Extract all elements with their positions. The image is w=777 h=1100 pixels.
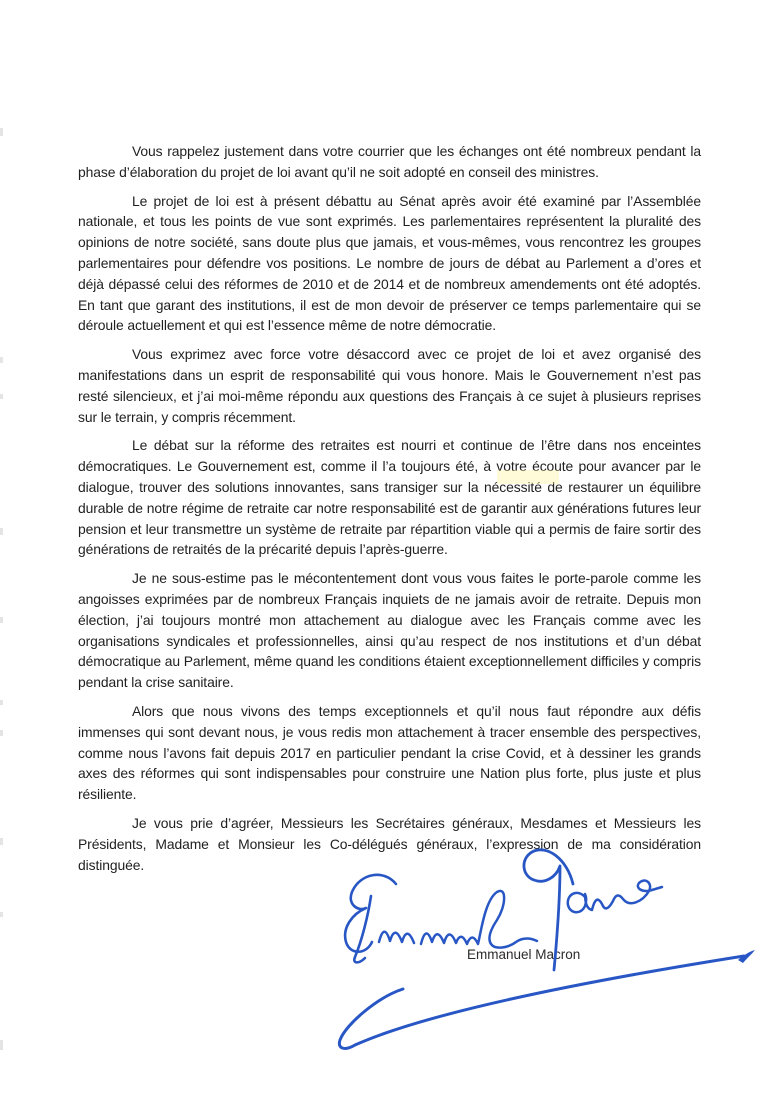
letter-paragraph: Je ne sous-estime pas le mécontentement dont vous vous faites le porte-parole comme les angoisses exprimées par de nombreux Français inquiets de ne jamais avoir de retraite. Depuis mon élection, j’ai toujours montré mon attachement au dialogue avec les Français comme avec les organisations syndicales et professionnelles, ainsi qu’au respect de nos institutions et d’un débat démocratique au Parlement, même quand les conditions étaient exceptionnellement difficiles y compris pendant la crise sanitaire. [78, 570, 701, 691]
signature-stroke-acron [568, 881, 662, 913]
letter-paragraph: Vous rappelez justement dans votre courrier que les échanges ont été nombreux pendant la phase d’élaboration du projet de loi avant qu’il ne soit adopté en conseil des ministres. [78, 143, 701, 180]
scan-artifact [0, 700, 3, 705]
scan-artifact [0, 394, 3, 399]
scan-artifact [0, 357, 3, 363]
scan-artifact [0, 528, 3, 535]
scan-artifact [0, 128, 3, 136]
letter-paragraph: Le projet de loi est à présent débattu au Sénat après avoir été examiné par l’Assemblée nationale, et tous les points de vue sont exprimés. Les parlementaires représentent la pluralité des opinions de notre société, sans doute plus que jamais, et vous-mêmes, vous rencontrez les groupes parlementaires pour défendre vos positions. Le nombre de jours de débat au Parlement a d’ores et déjà dépassé celui des réformes de 2010 et de 2014 et de nombreux amendements ont été adoptés. En tant que garant des institutions, il est de mon devoir de préserver ce temps parlementaire qui se déroule actuellement et qui est l’essence même de notre démocratie. [78, 192, 701, 334]
signature-swoosh-tip [738, 950, 755, 963]
scan-artifact [0, 838, 3, 845]
signature-stroke-e-slash [354, 896, 371, 962]
letter-paragraph: Je vous prie d’agréer, Messieurs les Secrétaires généraux, Mesdames et Messieurs les Présidents, Madame et Monsieur les Co-délégués généraux, l’expression de ma considération distinguée. [78, 814, 701, 873]
letter-body [78, 141, 701, 883]
scan-artifact [0, 730, 3, 736]
scan-artifact [0, 1040, 3, 1050]
letter-paragraph: Alors que nous vivons des temps exceptionnels et qu’il nous faut répondre aux défis immenses qui sont devant nous, je vous redis mon attachement à tracer ensemble des perspectives, comme nous l’avons fait depuis 2017 en particulier pendant la crise Covid, et à dessiner les grands axes des réformes qui sont indispensables pour construire une Nation plus forte, plus juste et plus résiliente. [78, 702, 701, 803]
signer-name: Emmanuel Macron [467, 947, 581, 962]
signature-stroke-swoosh [339, 956, 744, 1048]
letter-paragraph: Vous exprimez avec force votre désaccord avec ce projet de loi et avez organisé des manifestations dans un esprit de responsabilité qui vous honore. Mais le Gouvernement n’est pas resté silencieux, et j’ai moi-même répondu aux questions des Français à ce sujet à plusieurs reprises sur le terrain, y compris récemment. [78, 346, 701, 425]
scan-artifact [0, 617, 3, 623]
signature-stroke-mmanuel [379, 891, 537, 948]
scan-artifact [0, 912, 3, 917]
signature-stroke-e [345, 875, 396, 952]
letter-paragraph: Le débat sur la réforme des retraites est nourri et continue de l’être dans nos enceintes démocratiques. Le Gouvernement est, comme il l’a toujours été, à votre écoute pour avancer par le dialogue, trouver des solutions innovantes, sans transiger sur la nécessité de restaurer un équilibre durable de notre régime de retraite car notre responsabilité est de garantir aux générations futures leur pension et leur transmettre un système de retraite par répartition viable qui a permis de faire sortir des générations de retraités de la précarité depuis l’après-guerre. [78, 437, 701, 558]
